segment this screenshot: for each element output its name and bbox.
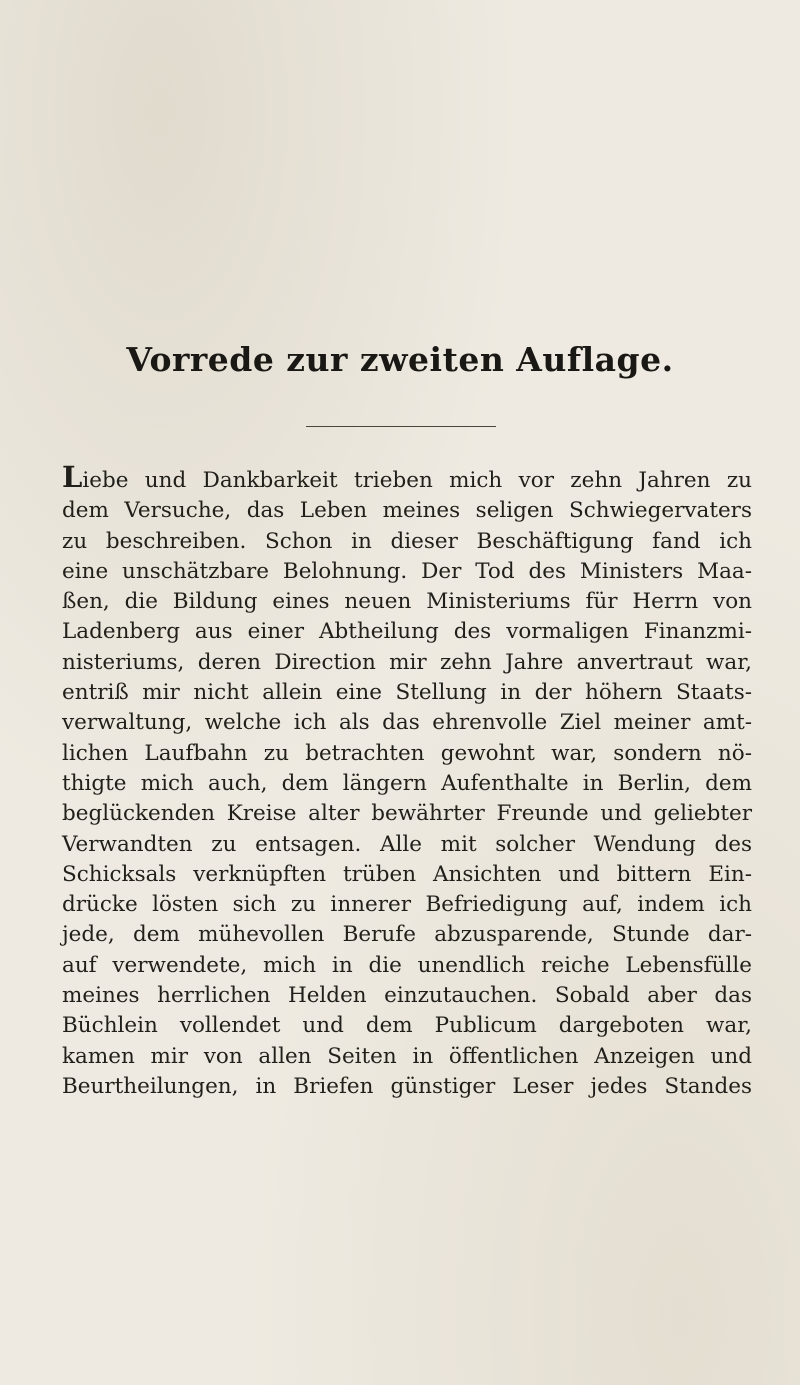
- heading-divider: [306, 426, 496, 427]
- text-line: Verwandten zu entsagen. Alle mit solcher Wendung des: [62, 831, 752, 857]
- text-line: Schicksals verknüpften trüben Ansichten und bittern Ein-: [62, 861, 752, 887]
- text-line: zu beschreiben. Schon in dieser Beschäftigung fand ich: [62, 528, 752, 554]
- text-line: Liebe und Dankbarkeit trieben mich vor zehn Jahren zu: [62, 460, 752, 494]
- text-line: beglückenden Kreise alter bewährter Freunde und geliebter: [62, 801, 752, 827]
- text-line: auf verwendete, mich in die unendlich reiche Lebensfülle: [62, 952, 752, 978]
- body-text: [62, 462, 752, 1102]
- text-line: drücke lösten sich zu innerer Befriedigung auf, indem ich: [62, 892, 752, 918]
- text-line: dem Versuche, das Leben meines seligen Schwiegervaters: [62, 498, 752, 524]
- initial-letter: L: [62, 460, 83, 494]
- text-line: thigte mich auch, dem längern Aufenthalte in Berlin, dem: [62, 770, 752, 796]
- page-heading: Vorrede zur zweiten Auflage.: [126, 340, 674, 379]
- text-line: entriß mir nicht allein eine Stellung in der höhern Staats-: [62, 680, 752, 706]
- text-line: eine unschätzbare Belohnung. Der Tod des Ministers Maa-: [62, 558, 752, 584]
- text-line: ßen, die Bildung eines neuen Ministeriums für Herrn von: [62, 589, 752, 615]
- text-line: lichen Laufbahn zu betrachten gewohnt war, sondern nö-: [62, 740, 752, 766]
- text-line: meines herrlichen Helden einzutauchen. Sobald aber das: [62, 983, 752, 1009]
- text-line: kamen mir von allen Seiten in öffentlichen Anzeigen und: [62, 1043, 752, 1069]
- text-line: jede, dem mühevollen Berufe abzusparende, Stunde dar-: [62, 922, 752, 948]
- text-line: Ladenberg aus einer Abtheilung des vormaligen Finanzmi-: [62, 619, 752, 645]
- text-line: nisteriums, deren Direction mir zehn Jahre anvertraut war,: [62, 649, 752, 675]
- text-line: Beurtheilungen, in Briefen günstiger Leser jedes Standes: [62, 1073, 752, 1099]
- text-line: verwaltung, welche ich als das ehrenvolle Ziel meiner amt-: [62, 710, 752, 736]
- text-line: Büchlein vollendet und dem Publicum dargeboten war,: [62, 1013, 752, 1039]
